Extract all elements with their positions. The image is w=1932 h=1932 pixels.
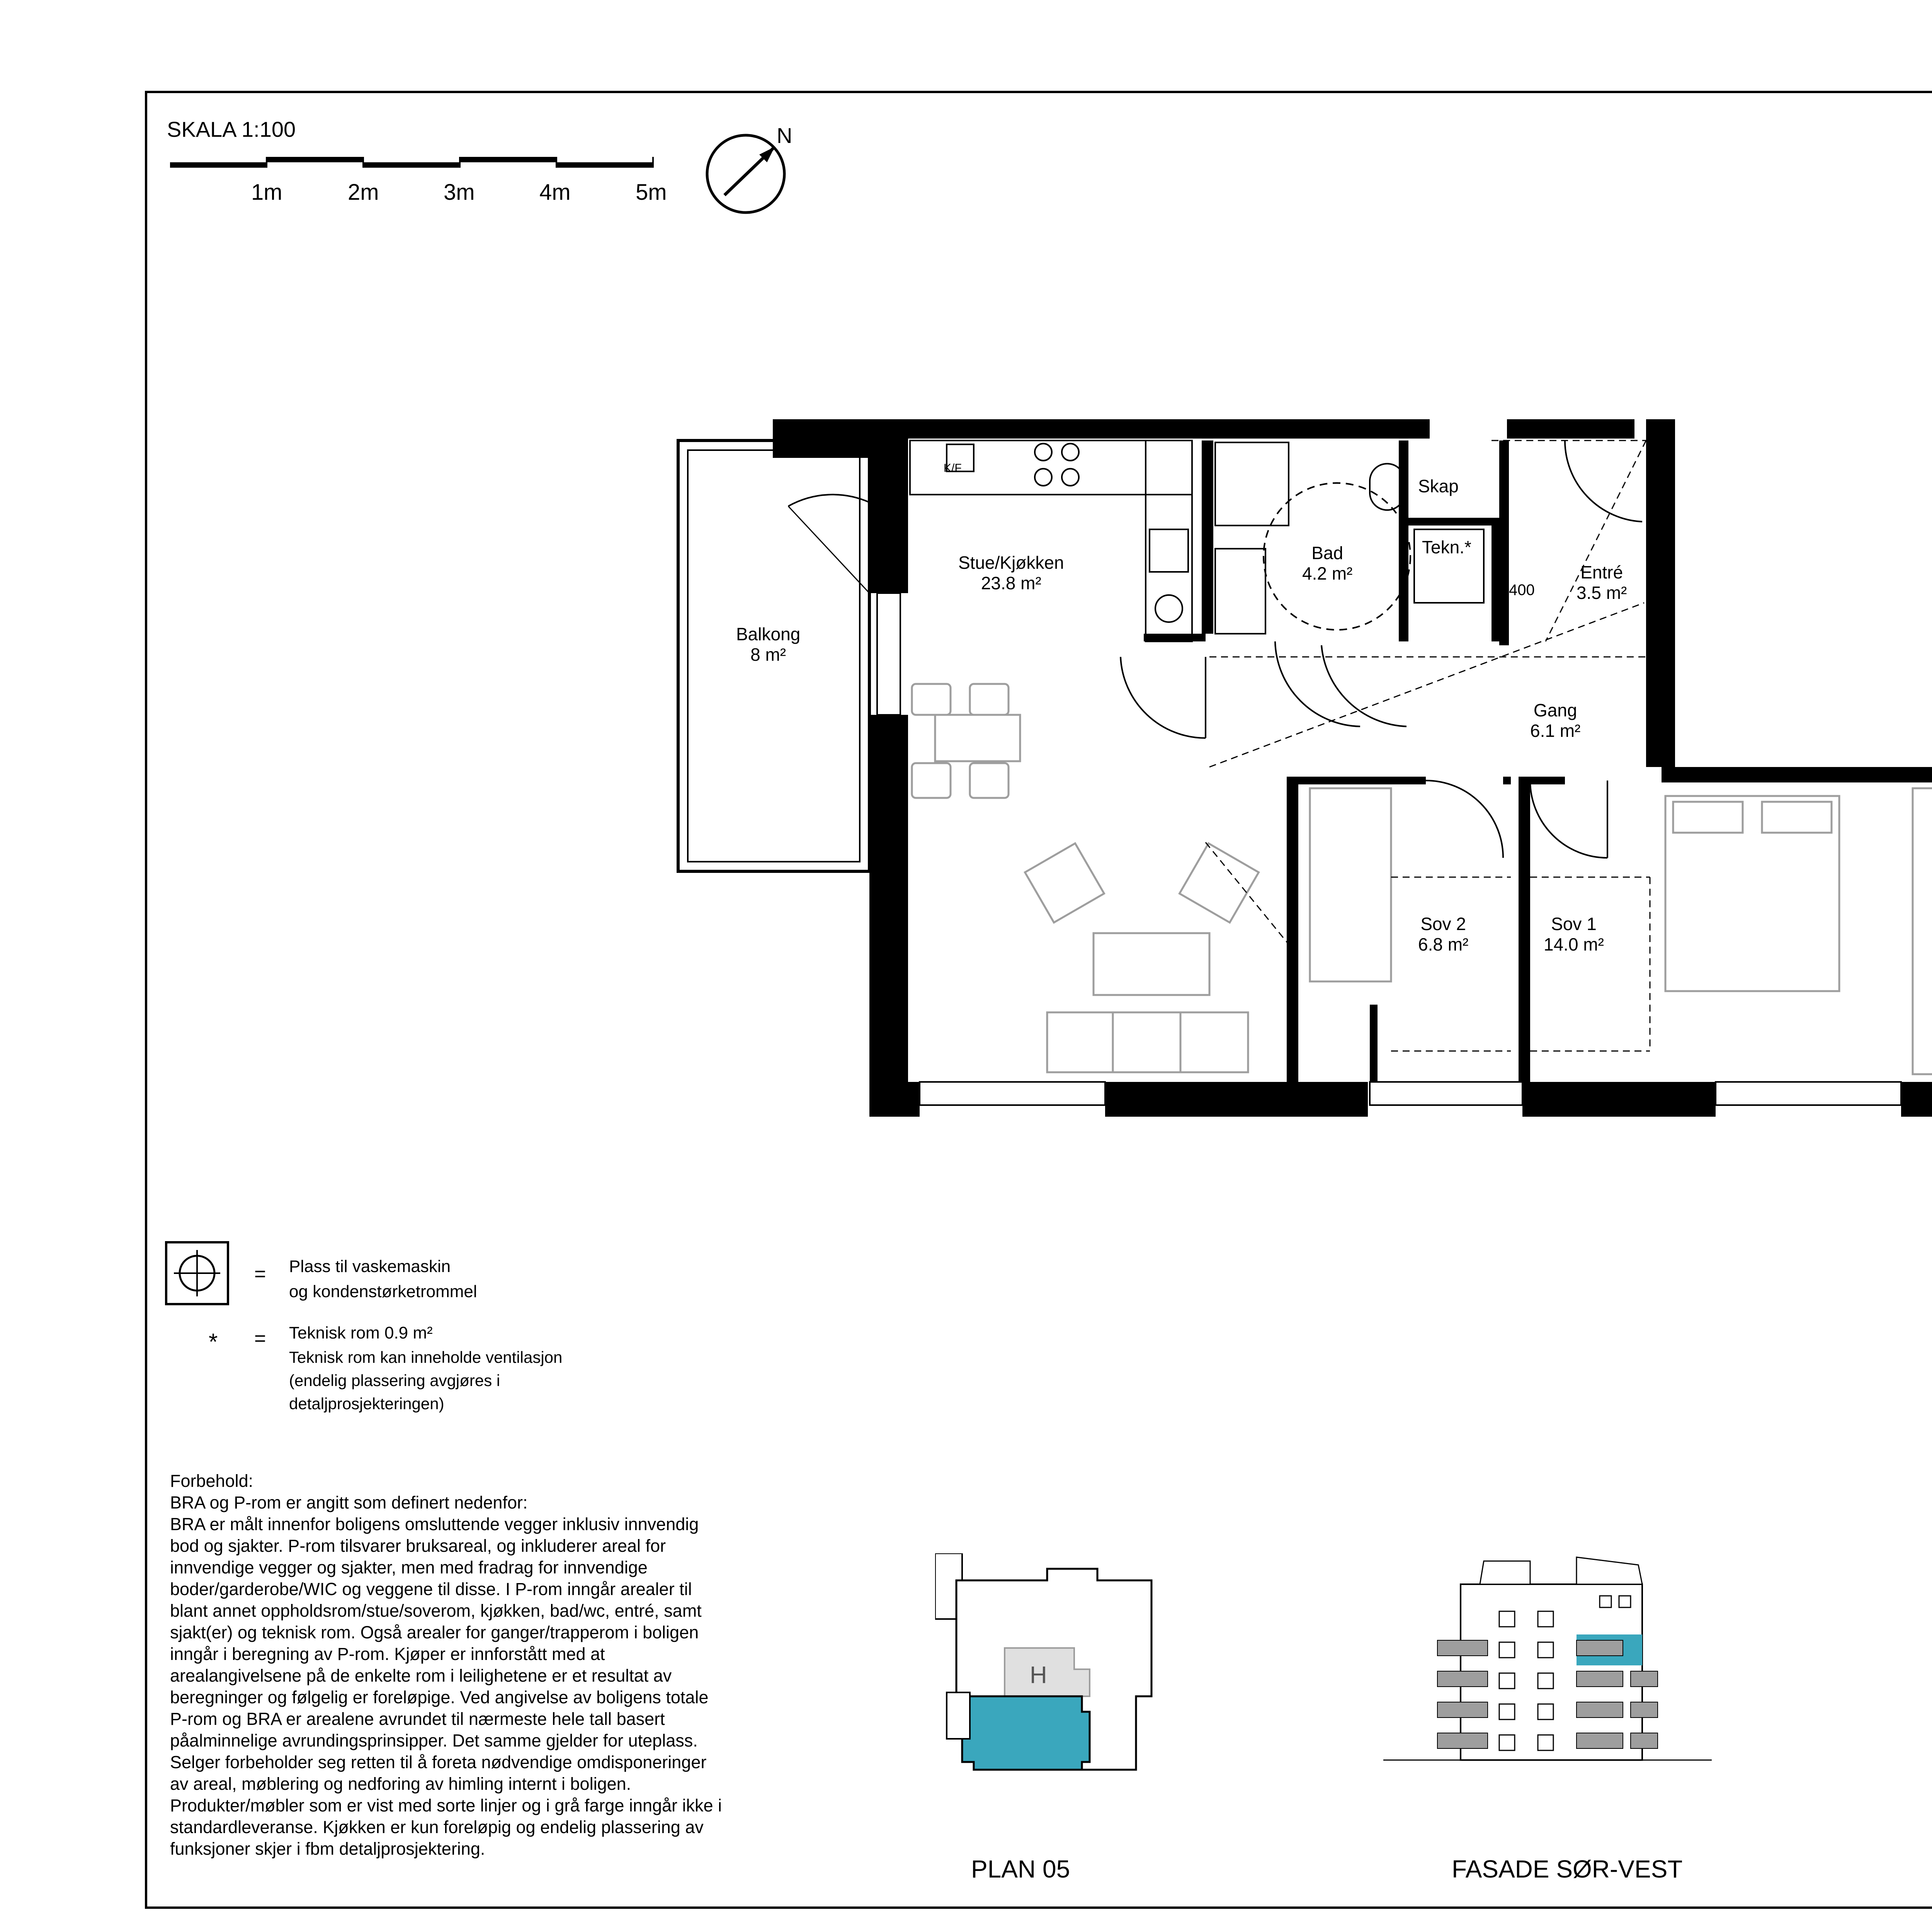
tech-star: * <box>209 1329 218 1355</box>
key-plan-mark: H <box>1030 1662 1047 1689</box>
tech-equals: = <box>254 1327 266 1350</box>
disclaimer-line: Selger forbeholder seg retten til å foreta nødvendige omdisponeringer <box>170 1752 707 1772</box>
room-stue-kjokken <box>958 553 1064 594</box>
disclaimer-line: funksjoner skjer i fbm detaljprosjektering. <box>170 1839 485 1859</box>
room-area: 6.1 m² <box>1530 720 1581 741</box>
disclaimer-line: blant annet oppholdsrom/stue/soverom, kjøkken, bad/wc, entré, samt <box>170 1601 702 1621</box>
disclaimer-line: boder/garderobe/WIC og veggene til disse. I P-rom inngår arealer til <box>170 1579 692 1599</box>
disclaimer-line: inngår i beregning av P-rom. Kjøper er innforstått med at <box>170 1644 605 1664</box>
room-name: Bad <box>1311 543 1344 563</box>
disclaimer <box>170 1470 846 1860</box>
room-area: 8 m² <box>750 644 786 665</box>
disclaimer-line: BRA er målt innenfor boligens omsluttende vegger inklusiv innvendig <box>170 1514 699 1534</box>
room-area: 23.8 m² <box>981 573 1041 593</box>
room-name: Balkong <box>736 624 801 644</box>
facade-drawing <box>1383 1553 1712 1770</box>
scale-tick-4: 4m <box>539 180 571 205</box>
room-balkong <box>736 624 800 665</box>
scale-bar <box>166 151 680 213</box>
disclaimer-line: Produkter/møbler som er vist med sorte linjer og i grå farge inngår ikke i <box>170 1796 722 1815</box>
room-name: Sov 1 <box>1551 914 1597 934</box>
disclaimer-line: P-rom og BRA er arealene avrundet til nærmeste hele tall basert <box>170 1709 665 1729</box>
room-area: 4.2 m² <box>1302 563 1353 583</box>
washing-machine-icon <box>164 1240 234 1310</box>
disclaimer-line: bod og sjakter. P-rom tilsvarer bruksareal, og inkluderer areal for <box>170 1536 666 1556</box>
disclaimer-line: påalminnelige avrundingsprinsipper. Det samme gjelder for uteplass. <box>170 1731 698 1750</box>
room-skap: Skap <box>1418 476 1459 496</box>
room-sov2 <box>1418 914 1468 955</box>
key-plan <box>935 1553 1167 1777</box>
disclaimer-line: beregninger og følgelig er foreløpige. Ved angivelse av boligens totale <box>170 1687 709 1707</box>
floor-plan <box>657 406 1932 1140</box>
room-area: 3.5 m² <box>1577 582 1627 603</box>
disclaimer-line: Forbehold: <box>170 1471 253 1491</box>
disclaimer-line: sjakt(er) og teknisk rom. Også arealer for ganger/trapperom i boligen <box>170 1622 699 1642</box>
room-sov1 <box>1544 914 1604 955</box>
scale-tick-5: 5m <box>636 180 667 205</box>
room-name: Stue/Kjøkken <box>958 553 1064 573</box>
disclaimer-line: BRA og P-rom er angitt som definert nedenfor: <box>170 1493 528 1512</box>
room-entre <box>1577 562 1627 603</box>
wash-text-1: Plass til vaskemaskin <box>289 1257 451 1276</box>
scale-tick-1: 1m <box>251 180 282 205</box>
dimension-mark: 400 <box>1509 582 1535 599</box>
room-name: Gang <box>1533 700 1577 720</box>
tech-text-1: Teknisk rom kan inneholde ventilasjon <box>289 1348 563 1366</box>
room-name: Sov 2 <box>1420 914 1466 934</box>
north-label: N <box>777 123 793 148</box>
tech-text-2: (endelig plassering avgjøres i <box>289 1371 500 1389</box>
facade-label: FASADE SØR-VEST <box>1452 1855 1683 1883</box>
scale-tick-2: 2m <box>348 180 379 205</box>
disclaimer-line: arealangivelsene på de enkelte rom i leilighetene er et resultat av <box>170 1666 672 1685</box>
disclaimer-line: av areal, møblering og nedforing av himling internt i boligen. <box>170 1774 631 1794</box>
key-plan-label: PLAN 05 <box>971 1855 1070 1883</box>
disclaimer-line: standardleveranse. Kjøkken er kun foreløpig og endelig plassering av <box>170 1817 704 1837</box>
room-bad <box>1302 543 1352 584</box>
wash-text-2: og kondenstørketrommel <box>289 1282 477 1301</box>
scale-tick-3: 3m <box>444 180 475 205</box>
room-area: 14.0 m² <box>1544 934 1604 954</box>
room-area: 6.8 m² <box>1418 934 1469 954</box>
tech-text-3: detaljprosjekteringen) <box>289 1395 444 1413</box>
room-name: Entré <box>1580 562 1623 582</box>
wash-equals: = <box>254 1263 266 1285</box>
room-tekn: Tekn.* <box>1422 537 1471 557</box>
room-gang <box>1530 700 1580 741</box>
disclaimer-line: innvendige vegger og sjakter, men med fradrag for innvendige <box>170 1558 648 1577</box>
tech-title: Teknisk rom 0.9 m² <box>289 1323 433 1342</box>
kf-mark: K/F <box>944 462 962 474</box>
scale-label: SKALA 1:100 <box>167 117 296 141</box>
